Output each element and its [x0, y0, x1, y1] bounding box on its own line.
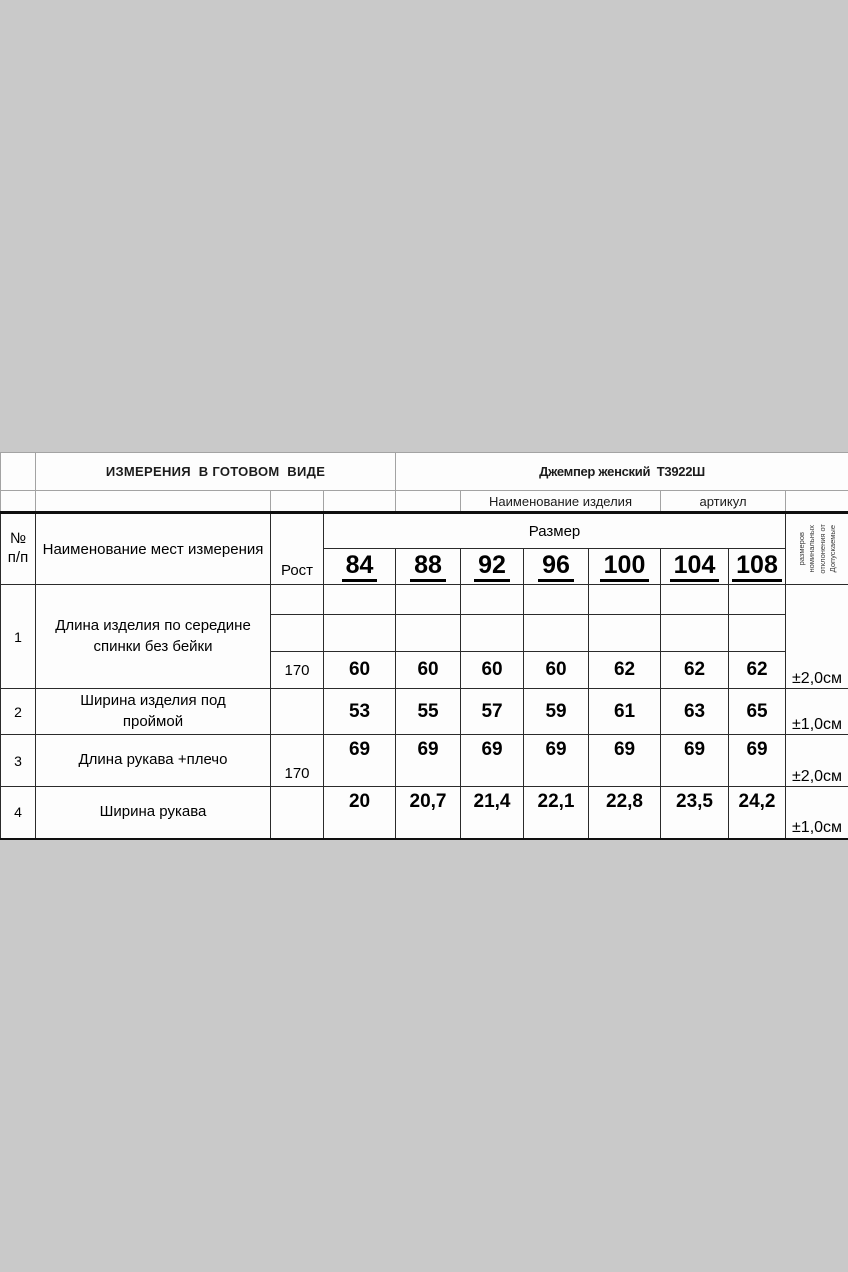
empty-cell — [1, 491, 36, 513]
empty-cell — [271, 491, 324, 513]
measurement-value: 62 — [661, 652, 729, 689]
measurement-value: 60 — [524, 652, 589, 689]
height-value: 170 — [271, 735, 324, 787]
measurement-name: Ширина рукава — [36, 787, 271, 839]
doc-title: ИЗМЕРЕНИЯ В ГОТОВОМ ВИДЕ — [36, 453, 396, 491]
empty-cell — [1, 453, 36, 491]
empty-cell — [271, 585, 324, 615]
size-column-header: 88 — [396, 549, 461, 585]
measurement-value: 69 — [589, 735, 661, 787]
measurement-table — [0, 452, 848, 840]
height-value — [271, 689, 324, 735]
deviation-note-cell — [786, 513, 848, 585]
deviation-note-line: Допускаемые — [827, 525, 837, 573]
measurement-value: 24,2 — [729, 787, 786, 839]
measurement-value: 23,5 — [661, 787, 729, 839]
row-number: 2 — [1, 689, 36, 735]
empty-cell — [589, 585, 661, 615]
size-column-header: 92 — [461, 549, 524, 585]
no-header-line2: п/п — [7, 549, 29, 566]
empty-cell — [324, 491, 396, 513]
table-row — [1, 787, 848, 839]
empty-cell — [461, 615, 524, 652]
empty-cell — [324, 585, 396, 615]
size-column-header: 100 — [589, 549, 661, 585]
measurement-value: 69 — [324, 735, 396, 787]
empty-cell — [324, 615, 396, 652]
empty-cell — [661, 615, 729, 652]
height-value: 170 — [271, 652, 324, 689]
measurement-value: 69 — [729, 735, 786, 787]
empty-cell — [729, 615, 786, 652]
tolerance-value: ±2,0см — [786, 585, 848, 689]
measurement-value: 55 — [396, 689, 461, 735]
measurement-value: 69 — [524, 735, 589, 787]
empty-cell — [729, 585, 786, 615]
empty-cell — [589, 615, 661, 652]
tolerance-value: ±1,0см — [786, 787, 848, 839]
product-name-label: Наименование изделия — [461, 491, 661, 513]
deviation-note — [787, 515, 847, 583]
size-group-header: Размер — [324, 513, 786, 549]
measurement-value: 61 — [589, 689, 661, 735]
deviation-note-line: отклонения от — [817, 524, 827, 574]
row-number: 4 — [1, 787, 36, 839]
empty-cell — [524, 585, 589, 615]
row-number: 1 — [1, 585, 36, 689]
measurement-value: 60 — [324, 652, 396, 689]
row-number: 3 — [1, 735, 36, 787]
row-number-column-header — [1, 513, 36, 585]
measurement-name-column-header: Наименование мест измерения — [36, 513, 271, 585]
measurement-value: 22,8 — [589, 787, 661, 839]
empty-cell — [661, 585, 729, 615]
measurement-value: 65 — [729, 689, 786, 735]
no-header-line1: № — [9, 530, 27, 548]
measurement-value: 20 — [324, 787, 396, 839]
product-title: Джемпер женский Т3922Ш — [396, 453, 848, 491]
empty-cell — [524, 615, 589, 652]
meta-row — [1, 491, 848, 513]
measurement-value: 69 — [661, 735, 729, 787]
article-label: артикул — [661, 491, 786, 513]
empty-cell — [396, 491, 461, 513]
measurement-value: 62 — [589, 652, 661, 689]
table-row — [1, 689, 848, 735]
empty-cell — [396, 585, 461, 615]
measurement-value: 59 — [524, 689, 589, 735]
measurement-value: 63 — [661, 689, 729, 735]
measurement-name: Ширина изделия под проймой — [36, 689, 271, 735]
empty-cell — [396, 615, 461, 652]
measurement-sheet — [0, 452, 848, 840]
empty-cell — [786, 491, 848, 513]
measurement-value: 20,7 — [396, 787, 461, 839]
height-column-header: Рост — [271, 513, 324, 585]
header-row — [1, 513, 848, 549]
table-row — [1, 735, 848, 787]
measurement-value: 21,4 — [461, 787, 524, 839]
measurement-value: 60 — [461, 652, 524, 689]
measurement-value: 69 — [461, 735, 524, 787]
tolerance-value: ±2,0см — [786, 735, 848, 787]
size-column-header: 84 — [324, 549, 396, 585]
measurement-value: 22,1 — [524, 787, 589, 839]
measurement-value: 60 — [396, 652, 461, 689]
measurement-value: 53 — [324, 689, 396, 735]
tolerance-value: ±1,0см — [786, 689, 848, 735]
height-value — [271, 787, 324, 839]
deviation-note-line: размеров — [796, 532, 806, 566]
measurement-name: Длина изделия по середине спинки без бейки — [36, 585, 271, 689]
size-column-header: 96 — [524, 549, 589, 585]
empty-cell — [461, 585, 524, 615]
empty-cell — [36, 491, 271, 513]
measurement-value: 57 — [461, 689, 524, 735]
deviation-note-line: номинальных — [807, 525, 817, 573]
measurement-value: 62 — [729, 652, 786, 689]
measurement-value: 69 — [396, 735, 461, 787]
size-column-header: 108 — [729, 549, 786, 585]
measurement-name: Длина рукава +плечо — [36, 735, 271, 787]
empty-cell — [271, 615, 324, 652]
size-column-header: 104 — [661, 549, 729, 585]
table-row — [1, 585, 848, 615]
title-row — [1, 453, 848, 491]
